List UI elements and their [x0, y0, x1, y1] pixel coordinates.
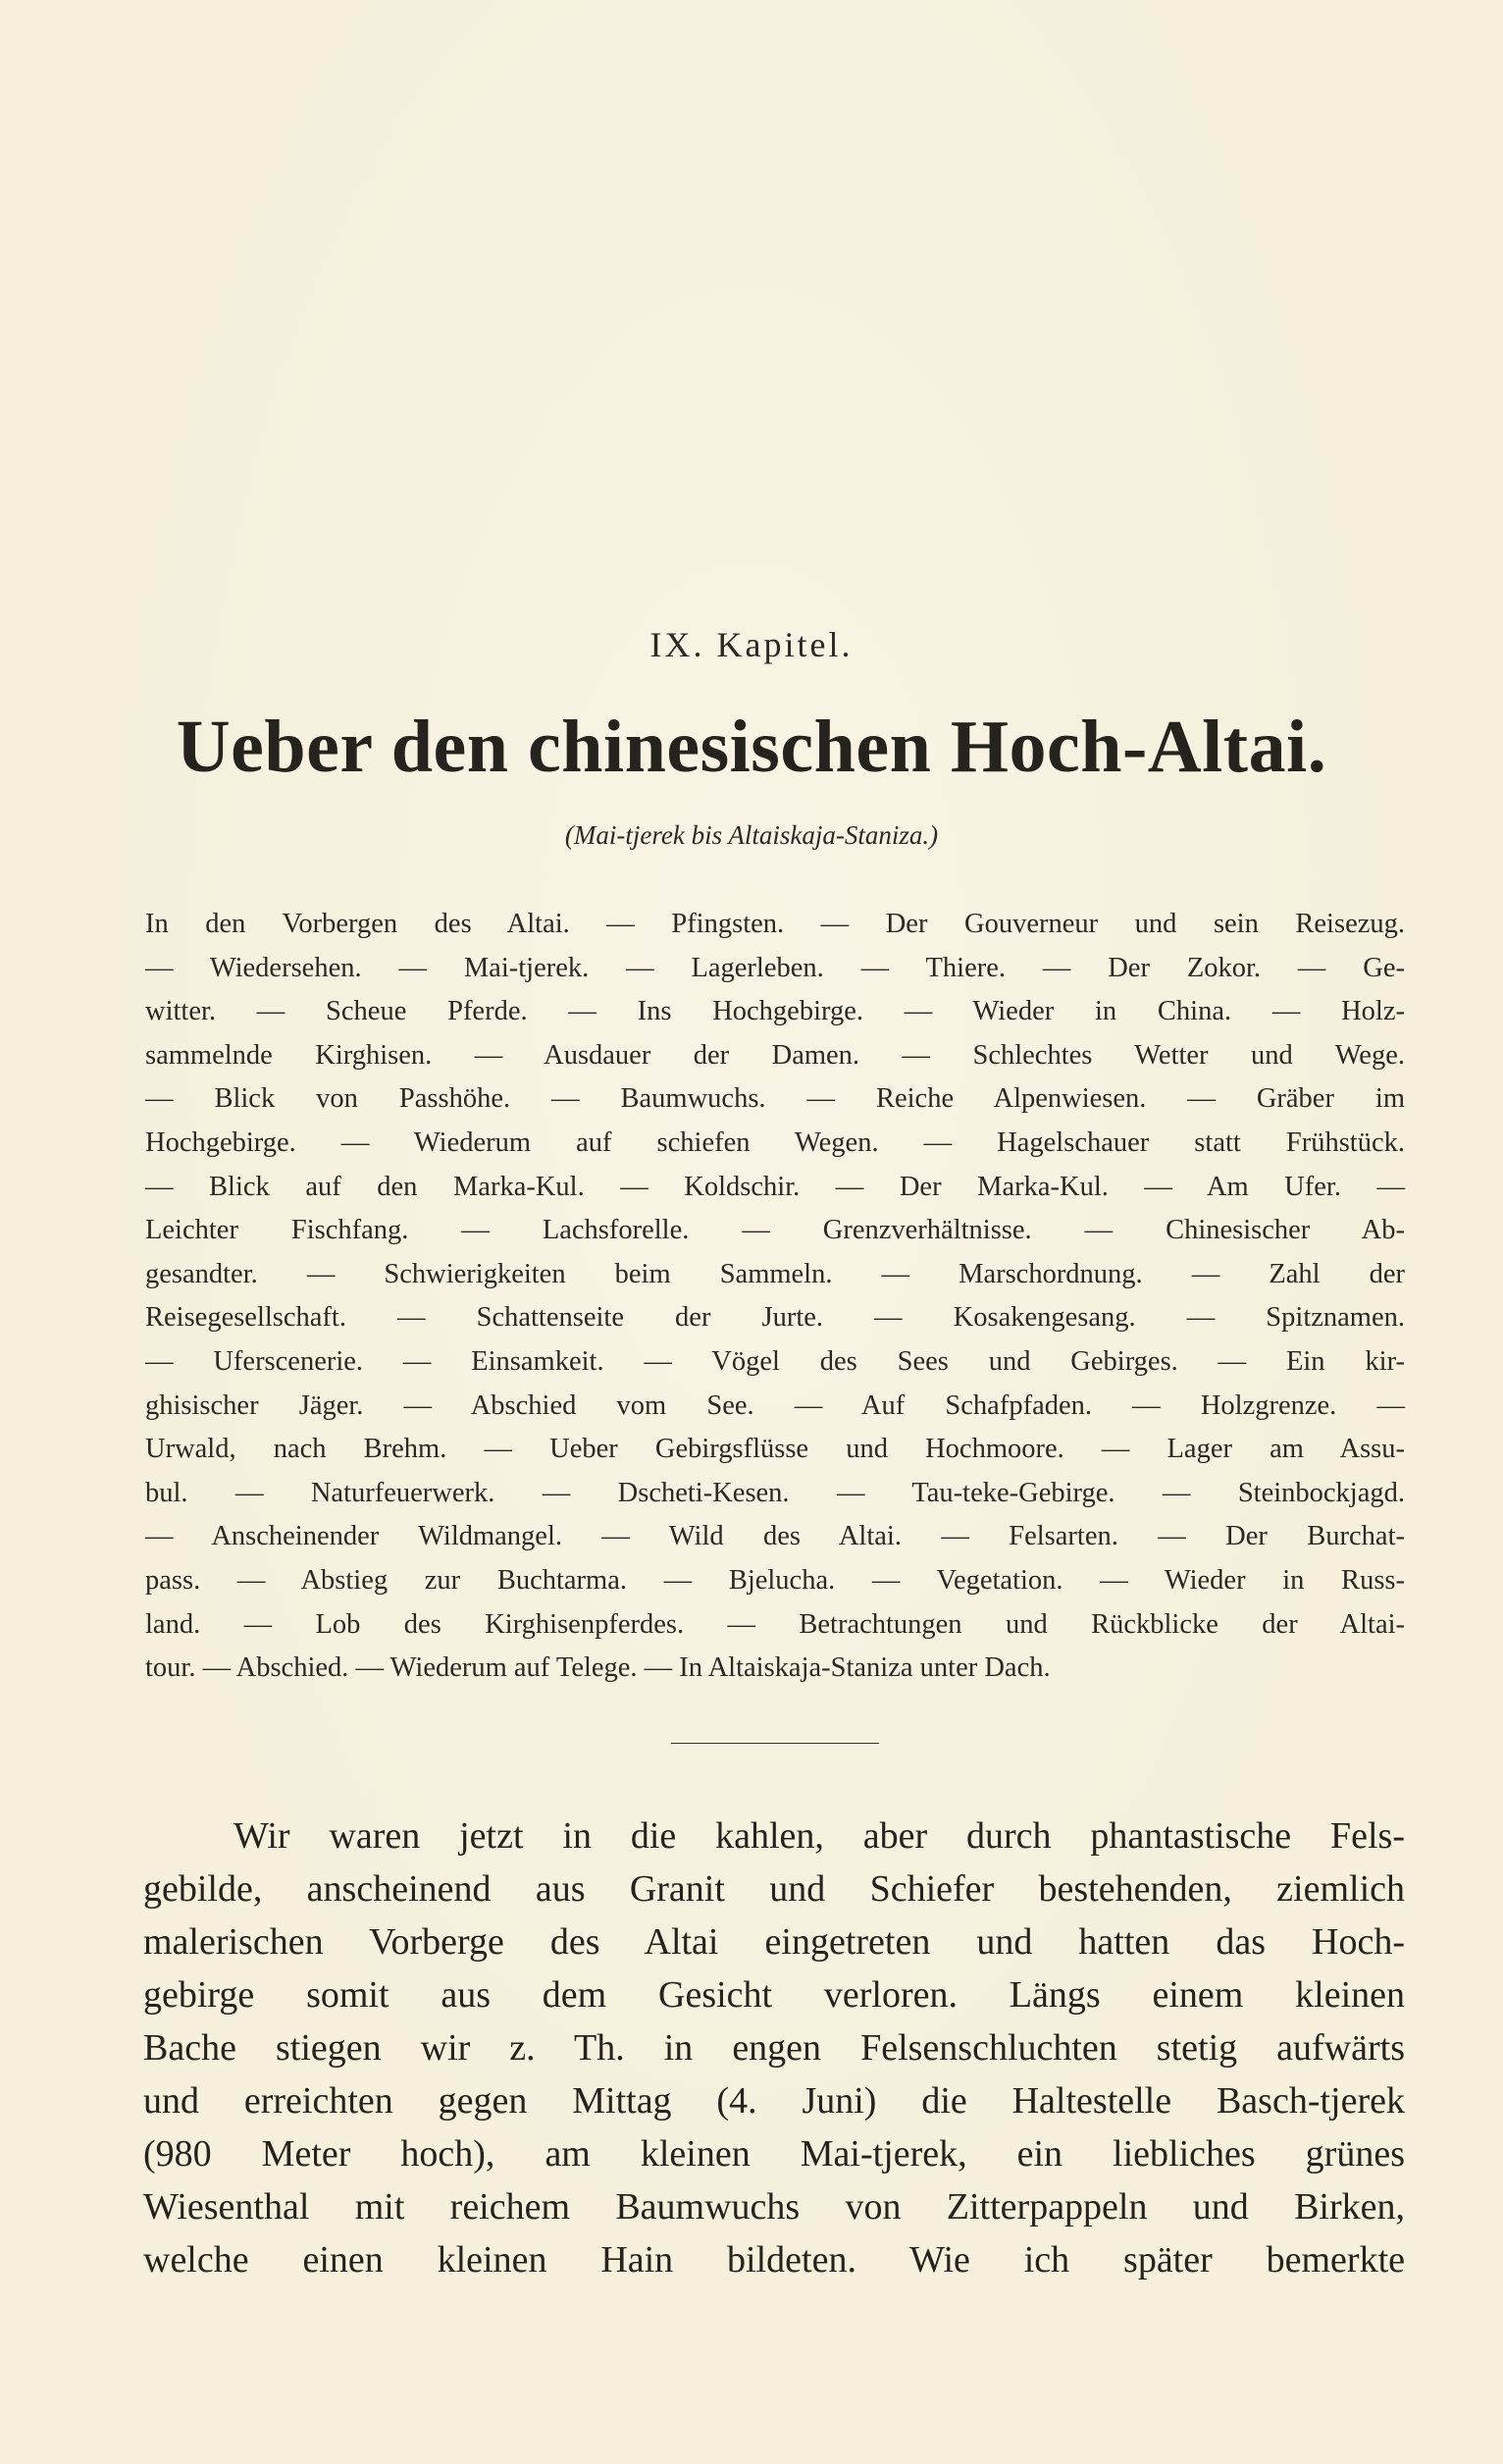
- summary-line: — Anscheinender Wildmangel. — Wild des Altai. — Felsarten. — Der Burchat-: [145, 1521, 1405, 1552]
- chapter-title: Ueber den chinesischen Hoch-Altai.: [176, 706, 1327, 788]
- summary-line: sammelnde Kirghisen. — Ausdauer der Damen. — Schlechtes Wetter und Wege.: [145, 1039, 1405, 1071]
- body-paragraph: [143, 1809, 1405, 2286]
- summary-line: — Uferscenerie. — Einsamkeit. — Vögel des Sees und Gebirges. — Ein kir-: [145, 1345, 1405, 1377]
- paragraph-line: Wir waren jetzt in die kahlen, aber durch phantastische Fels-: [233, 1815, 1405, 1857]
- summary-line: In den Vorbergen des Altai. — Pfingsten. — Der Gouverneur und sein Reisezug.: [145, 909, 1405, 939]
- summary-line: land. — Lob des Kirghisenpferdes. — Betrachtungen und Rückblicke der Altai-: [145, 1608, 1405, 1640]
- summary-line: tour. — Abschied. — Wiederum auf Telege. — In Altaiskaja-Staniza unter Dach.: [145, 1652, 1051, 1684]
- summary-line: Hochgebirge. — Wiederum auf schiefen Wegen. — Hagelschauer statt Frühstück.: [145, 1127, 1405, 1158]
- paragraph-line: Bache stiegen wir z. Th. in engen Felsenschluchten stetig aufwärts: [143, 2027, 1405, 2069]
- summary-line: Urwald, nach Brehm. — Ueber Gebirgsflüsse und Hochmoore. — Lager am Assu-: [145, 1434, 1405, 1465]
- section-divider: [671, 1743, 879, 1744]
- summary-line: pass. — Abstieg zur Buchtarma. — Bjelucha. — Vegetation. — Wieder in Russ-: [145, 1564, 1405, 1596]
- summary-line: Leichter Fischfang. — Lachsforelle. — Grenzverhältnisse. — Chinesischer Ab-: [145, 1215, 1405, 1246]
- chapter-summary: [145, 903, 1405, 1691]
- paragraph-line: Wiesenthal mit reichem Baumwuchs von Zitterpappeln und Birken,: [143, 2186, 1405, 2228]
- chapter-subtitle: (Mai-tjerek bis Altaiskaja-Staniza.): [564, 820, 939, 850]
- summary-line: witter. — Scheue Pferde. — Ins Hochgebirge. — Wieder in China. — Holz-: [145, 996, 1405, 1027]
- paragraph-line: welche einen kleinen Hain bildeten. Wie ich später bemerkte: [143, 2239, 1405, 2281]
- summary-line: gesandter. — Schwierigkeiten beim Sammeln. — Marschordnung. — Zahl der: [145, 1258, 1405, 1289]
- paragraph-line: gebilde, anscheinend aus Granit und Schiefer bestehenden, ziemlich: [143, 1868, 1405, 1910]
- summary-line: — Wiedersehen. — Mai-tjerek. — Lagerleben. — Thiere. — Der Zokor. — Ge-: [145, 952, 1405, 983]
- paragraph-line: malerischen Vorberge des Altai eingetreten und hatten das Hoch-: [143, 1921, 1405, 1963]
- chapter-number: IX. Kapitel.: [649, 625, 854, 664]
- summary-line: Reisegesellschaft. — Schattenseite der Jurte. — Kosakengesang. — Spitznamen.: [145, 1302, 1405, 1334]
- summary-line: — Blick auf den Marka-Kul. — Koldschir. — Der Marka-Kul. — Am Ufer. —: [145, 1171, 1405, 1202]
- summary-line: — Blick von Passhöhe. — Baumwuchs. — Reiche Alpenwiesen. — Gräber im: [145, 1083, 1405, 1115]
- summary-line: ghisischer Jäger. — Abschied vom See. — Auf Schafpfaden. — Holzgrenze. —: [145, 1389, 1405, 1421]
- summary-line: bul. — Naturfeuerwerk. — Dscheti-Kesen. — Tau-teke-Gebirge. — Steinbockjagd.: [145, 1477, 1405, 1508]
- paragraph-line: gebirge somit aus dem Gesicht verloren. Längs einem kleinen: [143, 1974, 1405, 2016]
- paragraph-line: und erreichten gegen Mittag (4. Juni) die Haltestelle Basch-tjerek: [143, 2080, 1405, 2122]
- paragraph-line: (980 Meter hoch), am kleinen Mai-tjerek, ein liebliches grünes: [143, 2133, 1405, 2175]
